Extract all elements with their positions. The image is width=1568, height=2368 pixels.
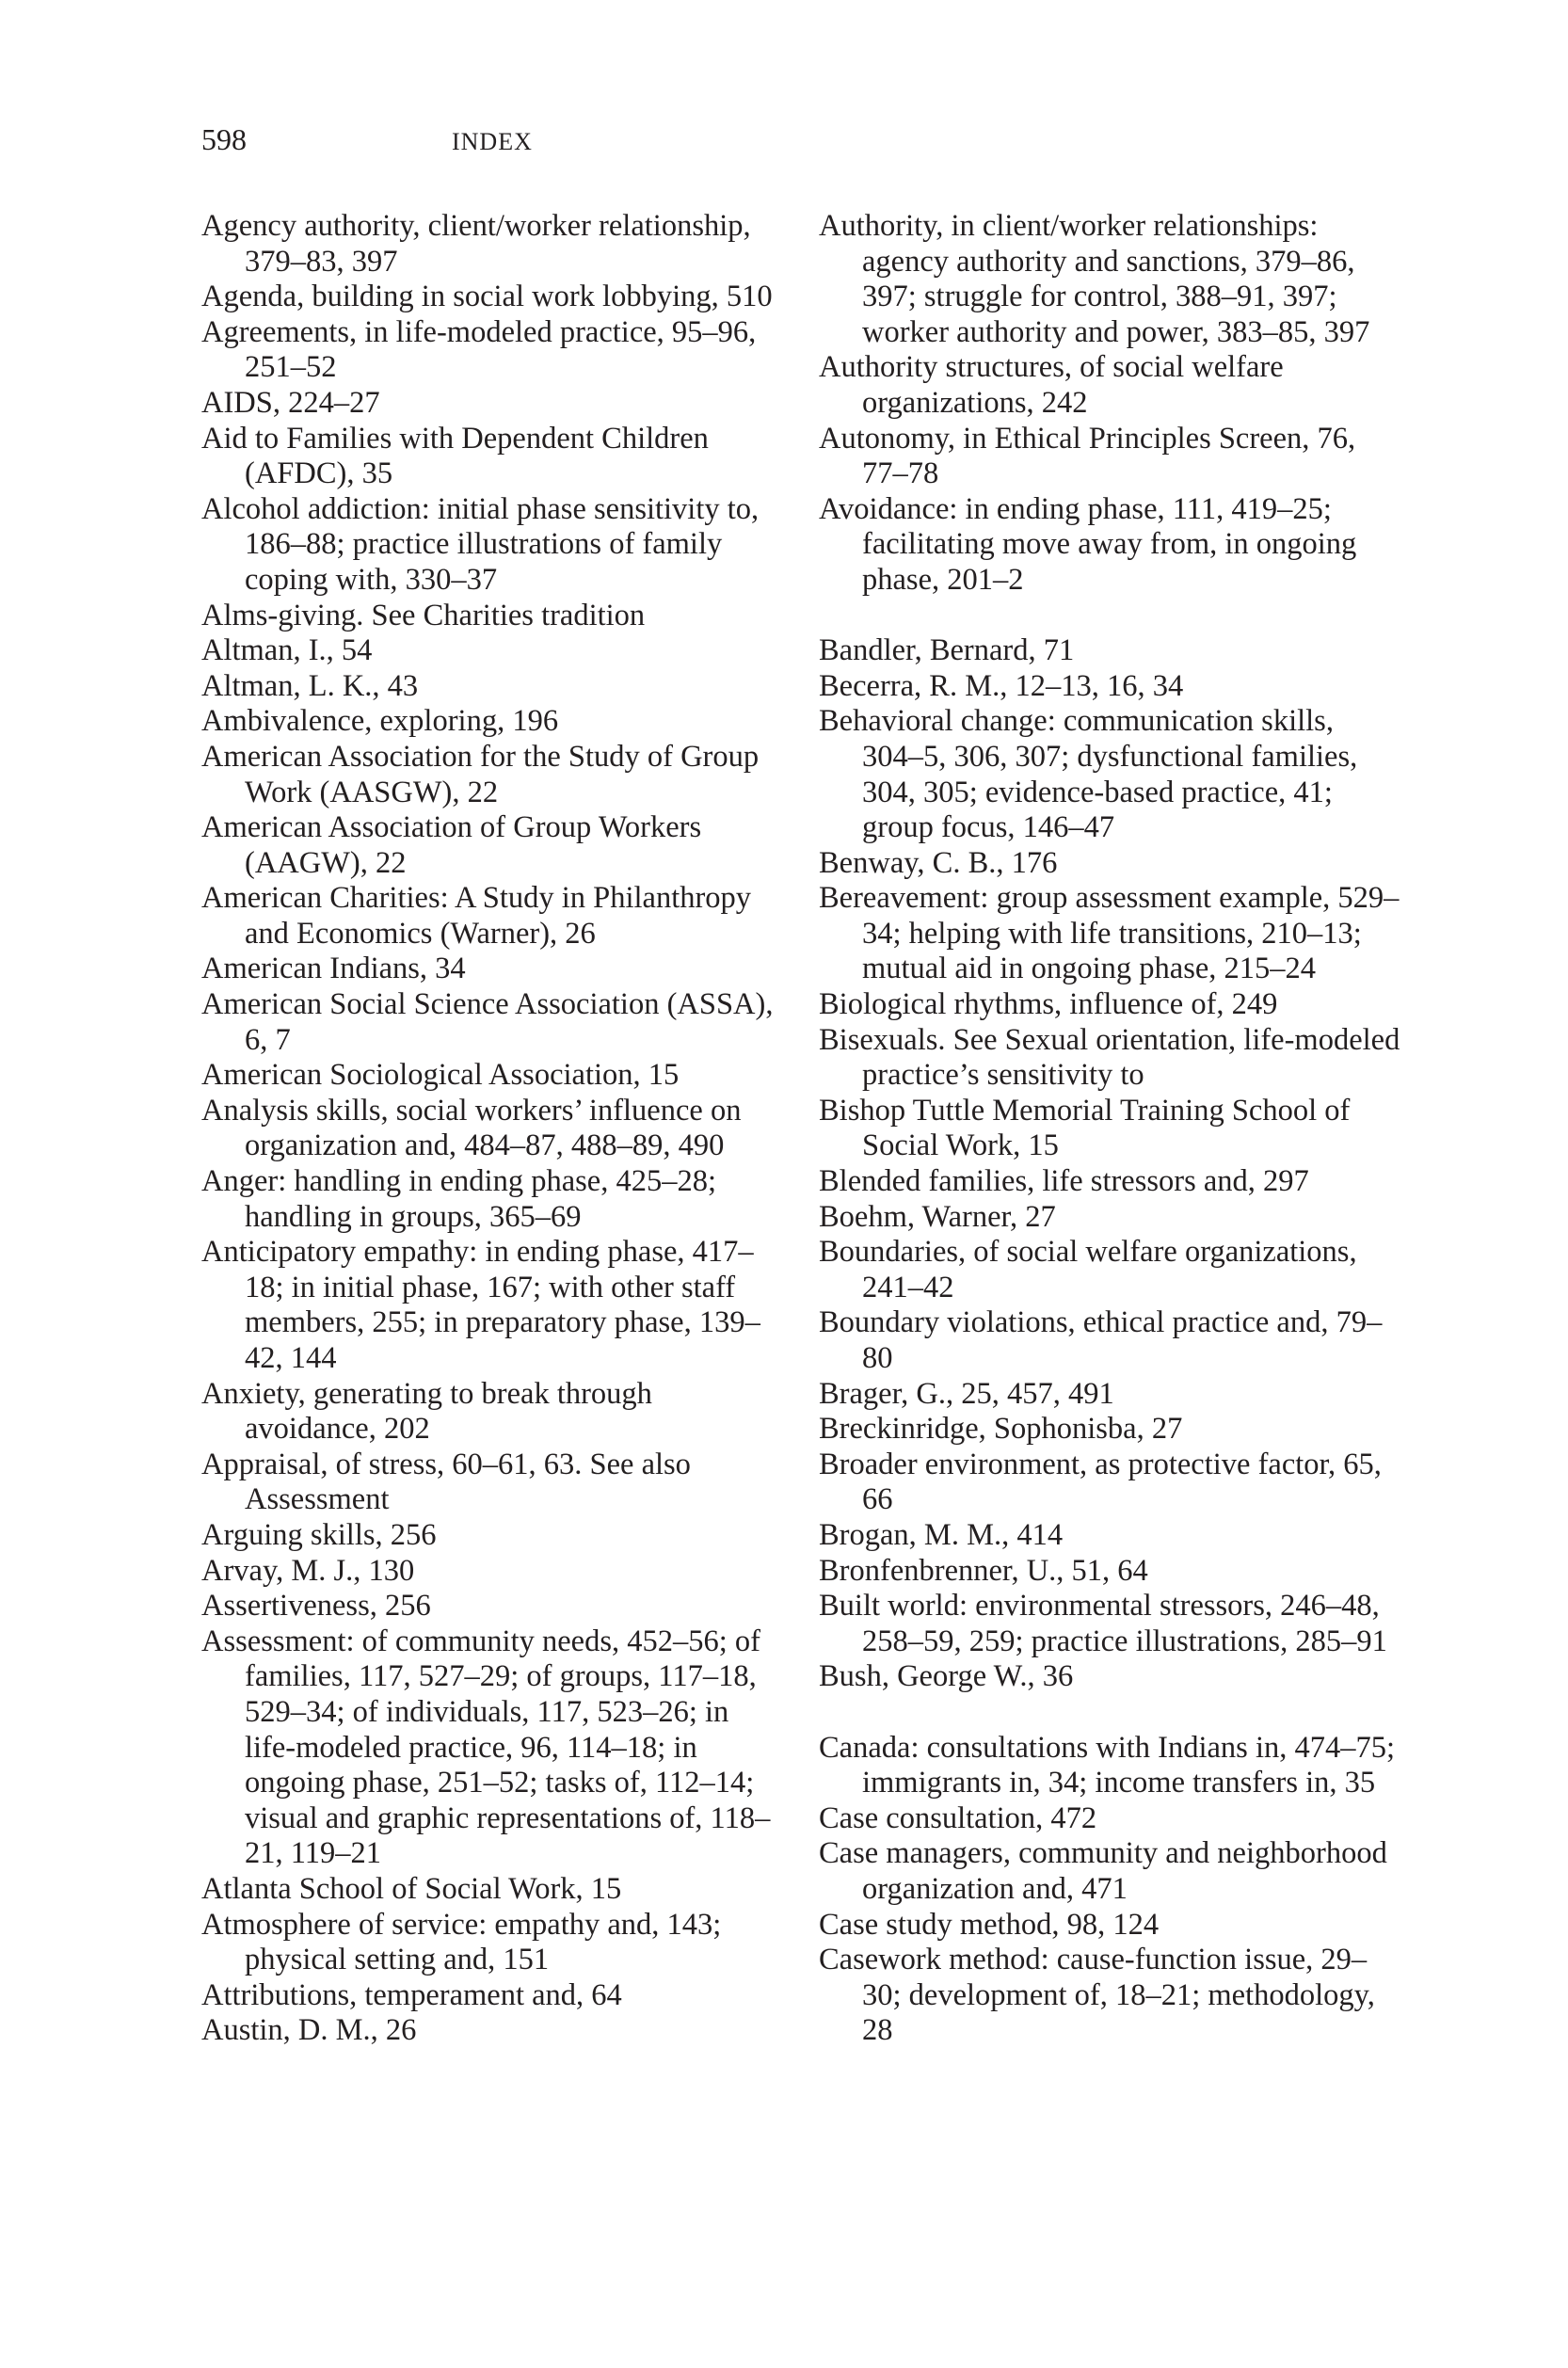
index-entry: Blended families, life stressors and, 297 xyxy=(819,1164,1309,1199)
index-entry: Case managers, community and neighborhood organization and, 471 xyxy=(819,1836,1387,1906)
index-entry: Brogan, M. M., 414 xyxy=(819,1517,1064,1552)
index-entry: American Association of Group Workers (AAGW), 22 xyxy=(201,810,702,880)
index-entry: AIDS, 224–27 xyxy=(201,385,380,420)
index-entry: Arvay, M. J., 130 xyxy=(201,1553,415,1588)
index-entry: Bisexuals. See Sexual orientation, life-modeled practice’s sensitivity to xyxy=(819,1022,1400,1093)
index-entry: Ambivalence, exploring, 196 xyxy=(201,704,559,739)
index-entry: Agency authority, client/worker relationship, 379–83, 397 xyxy=(201,209,751,279)
index-entry: Breckinridge, Sophonisba, 27 xyxy=(819,1412,1183,1447)
index-entry: Alms-giving. See Charities tradition xyxy=(201,598,646,632)
index-entry: Becerra, R. M., 12–13, 16, 34 xyxy=(819,668,1184,703)
index-column-right xyxy=(819,209,1402,2049)
index-entry: Altman, I., 54 xyxy=(201,633,373,668)
index-entry: Canada: consultations with Indians in, 474–75; immigrants in, 34; income transfers in, 35 xyxy=(819,1730,1396,1800)
index-entry: Assessment: of community needs, 452–56; of families, 117, 527–29; of groups, 117–18, 529–34; of individuals, 117, 523–26; in life-modeled practice, 96, 114–18; in ongoing phase, 251–52; tasks of, 112–14; visual and graphic representations of, 118–21, 119–21 xyxy=(201,1624,771,1871)
index-entry: Bandler, Bernard, 71 xyxy=(819,633,1075,668)
index-entry: Analysis skills, social workers’ influence on organization and, 484–87, 488–89, 490 xyxy=(201,1093,742,1163)
index-entry: Appraisal, of stress, 60–61, 63. See also Assessment xyxy=(201,1447,691,1517)
index-entry: Aid to Families with Dependent Children (AFDC), 35 xyxy=(201,421,709,491)
index-entry: Bush, George W., 36 xyxy=(819,1659,1074,1694)
index-entry: Atlanta School of Social Work, 15 xyxy=(201,1871,622,1906)
index-entry: Anxiety, generating to break through avoidance, 202 xyxy=(201,1376,652,1447)
index-entry: Austin, D. M., 26 xyxy=(201,2013,417,2048)
index-entry: Attributions, temperament and, 64 xyxy=(201,1977,622,2012)
index-entry: Autonomy, in Ethical Principles Screen, 76, 77–78 xyxy=(819,421,1356,491)
index-entry: Brager, G., 25, 457, 491 xyxy=(819,1376,1114,1411)
index-entry: Boundary violations, ethical practice and, 79–80 xyxy=(819,1305,1383,1375)
index-entry: Avoidance: in ending phase, 111, 419–25; facilitating move away from, in ongoing phase, 201–2 xyxy=(819,491,1357,597)
index-entry: American Sociological Association, 15 xyxy=(201,1058,680,1093)
index-entry: Bronfenbrenner, U., 51, 64 xyxy=(819,1553,1148,1588)
index-entry: Built world: environmental stressors, 246–48, 258–59, 259; practice illustrations, 285–91 xyxy=(819,1589,1387,1658)
index-entry: Agreements, in life-modeled practice, 95–96, 251–52 xyxy=(201,314,757,385)
index-entry: Atmosphere of service: empathy and, 143; physical setting and, 151 xyxy=(201,1907,722,1977)
index-entry: American Association for the Study of Group Work (AASGW), 22 xyxy=(201,739,760,809)
index-entry: Case study method, 98, 124 xyxy=(819,1907,1160,1942)
index-entry: Case consultation, 472 xyxy=(819,1800,1097,1835)
running-title: INDEX xyxy=(452,128,533,155)
index-entry: Anger: handling in ending phase, 425–28; handling in groups, 365–69 xyxy=(201,1164,716,1234)
index-entry: Authority structures, of social welfare organizations, 242 xyxy=(819,350,1284,420)
index-entry: Alcohol addiction: initial phase sensitivity to, 186–88; practice illustrations of family coping with, 330–37 xyxy=(201,491,760,597)
index-entry: Broader environment, as protective factor, 65, 66 xyxy=(819,1447,1382,1517)
index-entry: Bishop Tuttle Memorial Training School of Social Work, 15 xyxy=(819,1093,1351,1163)
index-entry: American Social Science Association (ASSA), 6, 7 xyxy=(201,987,774,1057)
page-number: 598 xyxy=(201,122,247,156)
index-entry: Bereavement: group assessment example, 529–34; helping with life transitions, 210–13; mutual aid in ongoing phase, 215–24 xyxy=(819,881,1400,986)
index-entry: American Charities: A Study in Philanthropy and Economics (Warner), 26 xyxy=(201,881,752,951)
index-entry: Benway, C. B., 176 xyxy=(819,845,1058,880)
index-column-left xyxy=(201,209,785,2049)
index-entry: Boehm, Warner, 27 xyxy=(819,1199,1056,1234)
index-entry: Anticipatory empathy: in ending phase, 417–18; in initial phase, 167; with other staff members, 255; in preparatory phase, 139–42, 144 xyxy=(201,1235,760,1375)
index-entry: Biological rhythms, influence of, 249 xyxy=(819,987,1278,1022)
index-entry: American Indians, 34 xyxy=(201,952,466,986)
index-entry: Altman, L. K., 43 xyxy=(201,668,419,703)
index-entry: Agenda, building in social work lobbying, 510 xyxy=(201,280,773,314)
index-entry: Arguing skills, 256 xyxy=(201,1517,437,1552)
index-entry: Behavioral change: communication skills, 304–5, 306, 307; dysfunctional families, 304, 305; evidence-based practice, 41; group focus, 146–47 xyxy=(819,704,1358,845)
letter-group-gap xyxy=(819,599,1402,634)
index-entry: Casework method: cause-function issue, 29–30; development of, 18–21; methodology, 28 xyxy=(819,1943,1375,2048)
letter-group-gap xyxy=(819,1695,1402,1731)
index-entry: Boundaries, of social welfare organizations, 241–42 xyxy=(819,1235,1357,1304)
running-head xyxy=(201,120,533,158)
index-entry: Assertiveness, 256 xyxy=(201,1589,431,1624)
index-entry: Authority, in client/worker relationships: agency authority and sanctions, 379–86, 397; struggle for control, 388–91, 397; worker authority and power, 383–85, 397 xyxy=(819,209,1370,349)
